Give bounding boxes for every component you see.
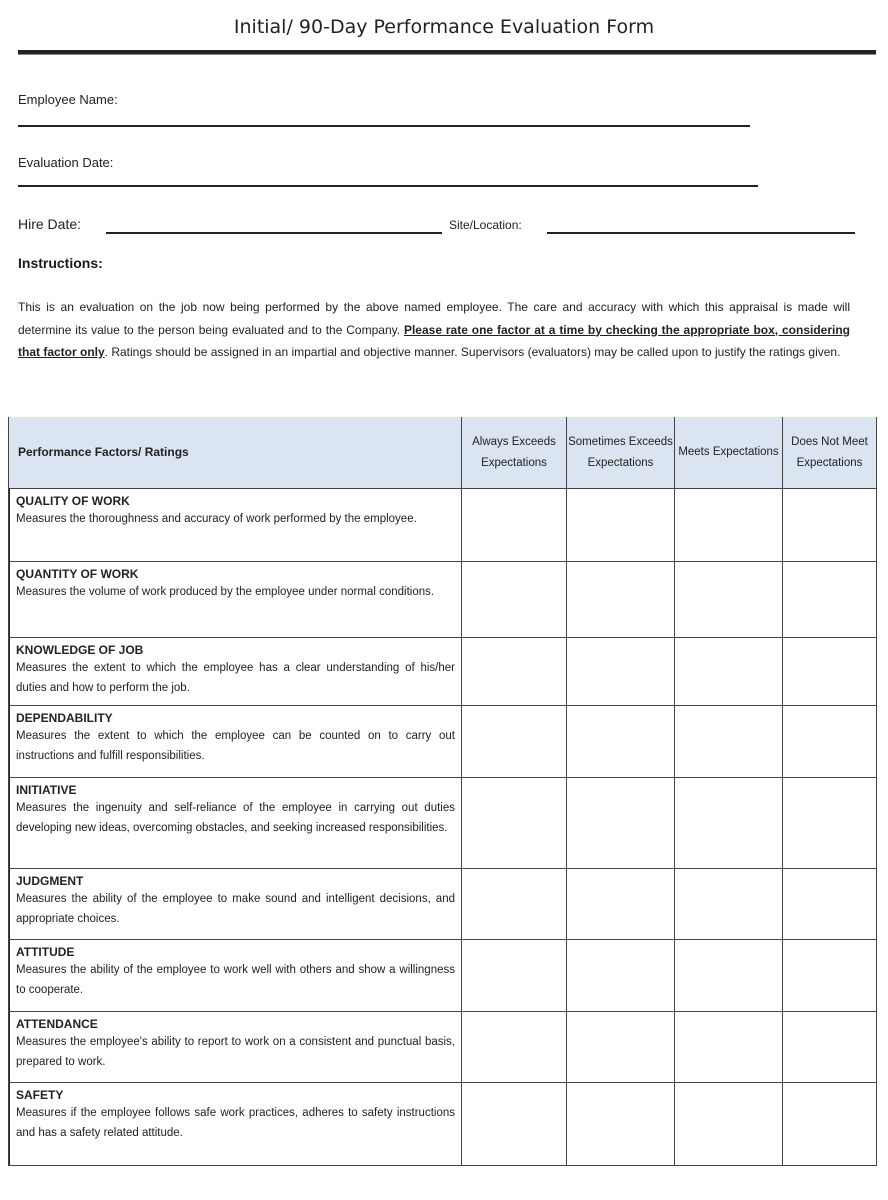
rating-cell-sometimes-exceeds[interactable]: [567, 706, 675, 778]
rating-cell-always-exceeds[interactable]: [462, 706, 567, 778]
factor-cell: [9, 638, 462, 706]
rating-cell-does-not-meet[interactable]: [783, 638, 877, 706]
hire-date-label: Hire Date:: [18, 216, 82, 232]
factor-description: Measures if the employee follows safe work practices, adheres to safety instructions and has a safety related attitude.: [16, 1107, 455, 1139]
rating-cell-does-not-meet[interactable]: [783, 706, 877, 778]
rating-cell-sometimes-exceeds[interactable]: [567, 869, 675, 940]
factor-name: ATTITUDE: [16, 945, 75, 959]
evaluation-date-field[interactable]: [18, 185, 758, 187]
rating-cell-sometimes-exceeds[interactable]: [567, 1083, 675, 1166]
factor-name: QUANTITY OF WORK: [16, 567, 139, 581]
instructions-text-before: This is an evaluation on the job now being performed by the above named employee. The care and accuracy with which this appraisal is made will determine its value to the person being evaluated and to the Company.: [18, 300, 850, 337]
rating-cell-meets[interactable]: [675, 778, 783, 869]
table-row: [9, 638, 877, 706]
instructions-text: [18, 296, 850, 364]
table-row: [9, 778, 877, 869]
factor-description: Measures the extent to which the employee has a clear understanding of his/her duties and how to perform the job.: [16, 662, 455, 694]
hire-date-field[interactable]: [106, 232, 442, 234]
instructions-text-emphasis: Please rate one factor at a time by checking the appropriate box, considering that factor only: [18, 322, 850, 359]
factor-cell: [9, 706, 462, 778]
factor-cell: [9, 1083, 462, 1166]
site-location-field[interactable]: [547, 232, 855, 234]
employee-name-label: Employee Name:: [18, 92, 118, 107]
factor-cell: [9, 1012, 462, 1083]
rating-cell-always-exceeds[interactable]: [462, 1012, 567, 1083]
factor-description: Measures the employee's ability to report to work on a consistent and punctual basis, prepared to work.: [16, 1036, 455, 1068]
rating-cell-sometimes-exceeds[interactable]: [567, 489, 675, 562]
rating-cell-does-not-meet[interactable]: [783, 940, 877, 1012]
rating-cell-meets[interactable]: [675, 940, 783, 1012]
rating-cell-does-not-meet[interactable]: [783, 489, 877, 562]
factor-name: QUALITY OF WORK: [16, 494, 130, 508]
factor-column-header: Performance Factors/ Ratings: [9, 417, 462, 489]
table-row: [9, 489, 877, 562]
table-row: [9, 940, 877, 1012]
rating-cell-sometimes-exceeds[interactable]: [567, 940, 675, 1012]
rating-header-sometimes-exceeds: Sometimes Exceeds Expectations: [567, 417, 675, 489]
rating-cell-always-exceeds[interactable]: [462, 562, 567, 638]
instructions-heading: Instructions:: [18, 255, 103, 271]
rating-cell-meets[interactable]: [675, 869, 783, 940]
rating-header-always-exceeds: Always Exceeds Expectations: [462, 417, 567, 489]
table-row: [9, 706, 877, 778]
factor-name: JUDGMENT: [16, 874, 84, 888]
factor-description: Measures the volume of work produced by the employee under normal conditions.: [16, 586, 435, 598]
factor-description: Measures the thoroughness and accuracy of work performed by the employee.: [16, 513, 417, 525]
rating-cell-does-not-meet[interactable]: [783, 1083, 877, 1166]
rating-cell-meets[interactable]: [675, 1012, 783, 1083]
employee-name-field[interactable]: [18, 125, 750, 127]
site-location-label: Site/Location:: [449, 218, 522, 232]
ratings-table: [8, 417, 877, 1166]
factor-cell: [9, 778, 462, 869]
title-rule: [18, 50, 876, 55]
rating-cell-sometimes-exceeds[interactable]: [567, 1012, 675, 1083]
rating-cell-always-exceeds[interactable]: [462, 940, 567, 1012]
factor-name: SAFETY: [16, 1088, 64, 1102]
rating-cell-always-exceeds[interactable]: [462, 778, 567, 869]
ratings-header-row: [9, 417, 877, 489]
rating-cell-sometimes-exceeds[interactable]: [567, 562, 675, 638]
rating-cell-always-exceeds[interactable]: [462, 638, 567, 706]
factor-name: DEPENDABILITY: [16, 711, 113, 725]
factor-cell: [9, 869, 462, 940]
factor-description: Measures the ability of the employee to work well with others and show a willingness to cooperate.: [16, 964, 455, 996]
table-row: [9, 562, 877, 638]
rating-cell-sometimes-exceeds[interactable]: [567, 638, 675, 706]
evaluation-date-label: Evaluation Date:: [18, 155, 114, 170]
table-row: [9, 869, 877, 940]
factor-description: Measures the ingenuity and self-reliance of the employee in carrying out duties developing new ideas, overcoming obstacles, and seeking increased responsibilities.: [16, 802, 455, 834]
rating-cell-meets[interactable]: [675, 638, 783, 706]
factor-cell: [9, 489, 462, 562]
factor-name: INITIATIVE: [16, 783, 77, 797]
rating-cell-always-exceeds[interactable]: [462, 489, 567, 562]
rating-header-does-not-meet: Does Not Meet Expectations: [783, 417, 877, 489]
rating-cell-does-not-meet[interactable]: [783, 778, 877, 869]
factor-name: KNOWLEDGE OF JOB: [16, 643, 144, 657]
rating-cell-meets[interactable]: [675, 706, 783, 778]
table-row: [9, 1083, 877, 1166]
rating-header-meets: Meets Expectations: [675, 417, 783, 489]
rating-cell-does-not-meet[interactable]: [783, 562, 877, 638]
page-title: Initial/ 90-Day Performance Evaluation Form: [233, 16, 655, 38]
factor-cell: [9, 940, 462, 1012]
factor-cell: [9, 562, 462, 638]
factor-name: ATTENDANCE: [16, 1017, 98, 1031]
table-row: [9, 1012, 877, 1083]
rating-cell-does-not-meet[interactable]: [783, 1012, 877, 1083]
rating-cell-meets[interactable]: [675, 489, 783, 562]
rating-cell-sometimes-exceeds[interactable]: [567, 778, 675, 869]
instructions-text-after: . Ratings should be assigned in an impartial and objective manner. Supervisors (evaluators) may be called upon to justify the ratings given.: [104, 345, 841, 359]
rating-cell-always-exceeds[interactable]: [462, 869, 567, 940]
rating-cell-always-exceeds[interactable]: [462, 1083, 567, 1166]
rating-cell-does-not-meet[interactable]: [783, 869, 877, 940]
factor-description: Measures the ability of the employee to make sound and intelligent decisions, and appropriate choices.: [16, 893, 455, 925]
rating-cell-meets[interactable]: [675, 562, 783, 638]
factor-description: Measures the extent to which the employee can be counted on to carry out instructions and fulfill responsibilities.: [16, 730, 455, 762]
rating-cell-meets[interactable]: [675, 1083, 783, 1166]
